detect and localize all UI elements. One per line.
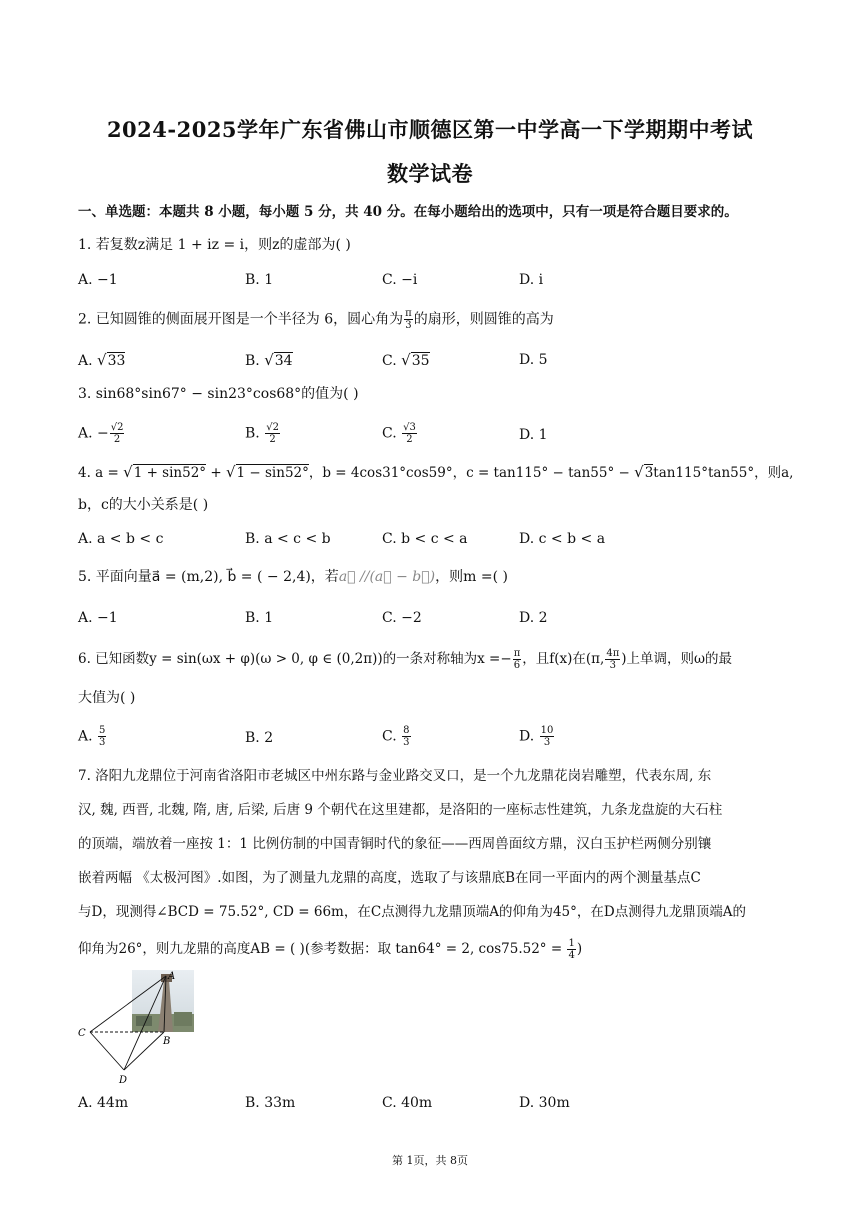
q4-part1: 4. a = (78, 465, 124, 481)
q6-part2: ，且f(x)在(π, (522, 651, 605, 667)
q1-option-c: C. −i (382, 272, 418, 288)
q3-b-num: √2 (266, 422, 279, 433)
question-5-stem (78, 567, 508, 587)
q4-part3: tan115°tan55°，则a, (653, 465, 794, 481)
label-a: A (168, 971, 176, 982)
q5-option-b: B. 1 (245, 610, 274, 626)
question-2-stem (78, 308, 554, 331)
q6-f2-num: 4π (606, 648, 620, 659)
q7-option-a: A. 44m (78, 1095, 129, 1111)
q3-c-den: 2 (406, 434, 413, 445)
q4-radicand-3: 3 (644, 465, 654, 481)
question-7-line6 (78, 938, 582, 961)
question-7-line3: 的顶端，端放着一座按 1：1 比例仿制的中国青铜时代的象征——西周兽面纹方鼎，汉白玉护栏两侧分别镶 (78, 836, 712, 852)
q5-option-d: D. 2 (519, 610, 548, 626)
q6-f1-num: π (513, 648, 521, 659)
q4-radicand-1: 1 + sin52° (133, 465, 207, 481)
q6-f2-den: 3 (609, 660, 616, 671)
page-title: 2024-2025学年广东省佛山市顺德区第一中学高一下学期期中考试 (106, 117, 754, 142)
q7-last-part2: ) (576, 941, 583, 957)
q6-f1-den: 6 (513, 660, 521, 671)
q1-option-a: A. −1 (78, 272, 118, 288)
question-6-stem (78, 648, 732, 671)
q5-option-c: C. −2 (382, 610, 422, 626)
q7-last-num: 1 (568, 938, 575, 949)
q2-option-a-radicand: 33 (107, 353, 126, 369)
q3-b-den: 2 (269, 434, 276, 445)
q6-c-den: 3 (403, 737, 410, 748)
q4-option-d: D. c < b < a (519, 531, 606, 547)
q7-option-c: C. 40m (382, 1095, 433, 1111)
q4-radicand-2: 1 − sin52° (236, 465, 309, 481)
question-7-line2: 汉, 魏, 西晋, 北魏, 隋, 唐, 后梁, 后唐 9 个朝代在这里建都，是洛阳的一座标志性建筑，九条龙盘旋的大石柱 (78, 802, 723, 818)
q6-part3: )上单调，则ω的最 (621, 651, 733, 667)
q1-option-b: B. 1 (245, 272, 274, 288)
q4-option-c: C. b < c < a (382, 531, 468, 547)
q6-c-num: 8 (403, 725, 410, 736)
q7-last-part1: 仰角为26°，则九龙鼎的高度AB = ( )(参考数据：取 tan64° = 2, cos75.52° = (78, 941, 567, 957)
question-7-line1: 7. 洛阳九龙鼎位于河南省洛阳市老城区中州东路与金业路交叉口，是一个九龙鼎花岗岩雕塑，代表东周, 东 (78, 768, 712, 784)
q3-c-num: √3 (403, 422, 416, 433)
question-1-stem: 1. 若复数z满足 1 + iz = i，则z的虚部为( ) (78, 237, 351, 253)
q5-part1: 5. 平面向量a⃗ = (m,2), b⃗ = ( − 2,4)，若 (78, 569, 339, 585)
q3-option-c: C. $\frac{√3}{2}$ (382, 422, 416, 445)
question-6-line2: 大值为( ) (78, 690, 136, 706)
label-c: C (78, 1028, 86, 1039)
q2-option-b-radicand: 34 (274, 353, 293, 369)
q6-option-d: D. $\frac{10}{3}$ (519, 725, 554, 748)
q4-part2: ，b = 4cos31°cos59°，c = tan115° − tan55° − (308, 465, 635, 481)
q2-option-d: D. 5 (519, 352, 548, 368)
q2-frac-num: π (405, 308, 412, 319)
q3-a-num: √2 (110, 422, 124, 433)
section-heading: 一、单选题：本题共 8 小题，每小题 5 分，共 40 分。在每小题给出的选项中，只有一项是符合题目要求的。 (78, 204, 738, 220)
q5-part2: ，则m =( ) (435, 569, 508, 585)
q3-option-b: B. $\frac{√2}{2}$ (245, 422, 279, 445)
q2-stem-part1: 2. 已知圆锥的侧面展开图是一个半径为 6，圆心角为 (78, 311, 404, 328)
page-footer: 第 1页，共 8页 (392, 1154, 468, 1167)
q2-option-b: B. √34 (245, 351, 293, 369)
question-3-stem: 3. sin68°sin67° − sin23°cos68°的值为( ) (78, 386, 359, 402)
q6-option-c: C. $\frac{8}{3}$ (382, 725, 410, 748)
question-7-line5: 与D，现测得∠BCD = 75.52°, CD = 66m，在C点测得九龙鼎顶端A的仰角为45°，在D点测得九龙鼎顶端A的 (78, 904, 746, 920)
q5-option-a: A. −1 (78, 610, 118, 626)
q4-option-b: B. a < c < b (245, 531, 331, 547)
q6-part1: 6. 已知函数y = sin(ωx + φ)(ω > 0, φ ∈ (0,2π))的一条对称轴为x =− (78, 651, 512, 667)
q7-option-b: B. 33m (245, 1095, 296, 1111)
q2-stem-part2: 的扇形，则圆锥的高为 (413, 311, 554, 328)
q5-condition: a⃗ //(a⃗ − b⃗) (338, 569, 436, 585)
q6-a-den: 3 (99, 737, 106, 748)
q2-option-a: A. √33 (78, 351, 126, 369)
q3-a-den: 2 (113, 434, 121, 445)
q6-a-num: 5 (99, 725, 106, 736)
q6-d-num: 10 (540, 725, 554, 736)
q1-option-d: D. i (519, 272, 544, 288)
question-7-line4: 嵌着两幅 《太极河图》.如图，为了测量九龙鼎的高度，选取了与该鼎底B在同一平面内的两个测量基点C (78, 870, 701, 886)
q6-d-den: 3 (543, 737, 551, 748)
question-4-stem: 4. a = √1 + sin52° + √1 − sin52°，b = 4cos31°cos59°，c = tan115° − tan55° − √3tan115°tan55°，则a, (78, 463, 794, 481)
q4-option-a: A. a < b < c (78, 531, 164, 547)
q2-frac-den: 3 (405, 320, 412, 331)
q3-option-d: D. 1 (519, 427, 548, 443)
q2-fraction (404, 308, 413, 331)
q3-option-a: A. − $\frac{√2}{2}$ (78, 422, 124, 445)
label-d: D (119, 1075, 128, 1086)
q6-option-a: A. $\frac{5}{3}$ (78, 725, 106, 748)
nine-dragon-ding-figure (76, 966, 200, 1090)
page-subtitle: 数学试卷 (387, 161, 473, 186)
q4-plus: + (206, 465, 226, 481)
q2-option-c-radicand: 35 (411, 353, 430, 369)
q2-option-c: C. √35 (382, 351, 430, 369)
measurement-diagram (76, 966, 200, 1090)
q7-option-d: D. 30m (519, 1095, 570, 1111)
label-b: B (163, 1036, 171, 1047)
question-4-line2: b，c的大小关系是( ) (78, 497, 209, 513)
q6-option-b: B. 2 (245, 730, 274, 746)
q7-last-den: 4 (568, 950, 575, 961)
